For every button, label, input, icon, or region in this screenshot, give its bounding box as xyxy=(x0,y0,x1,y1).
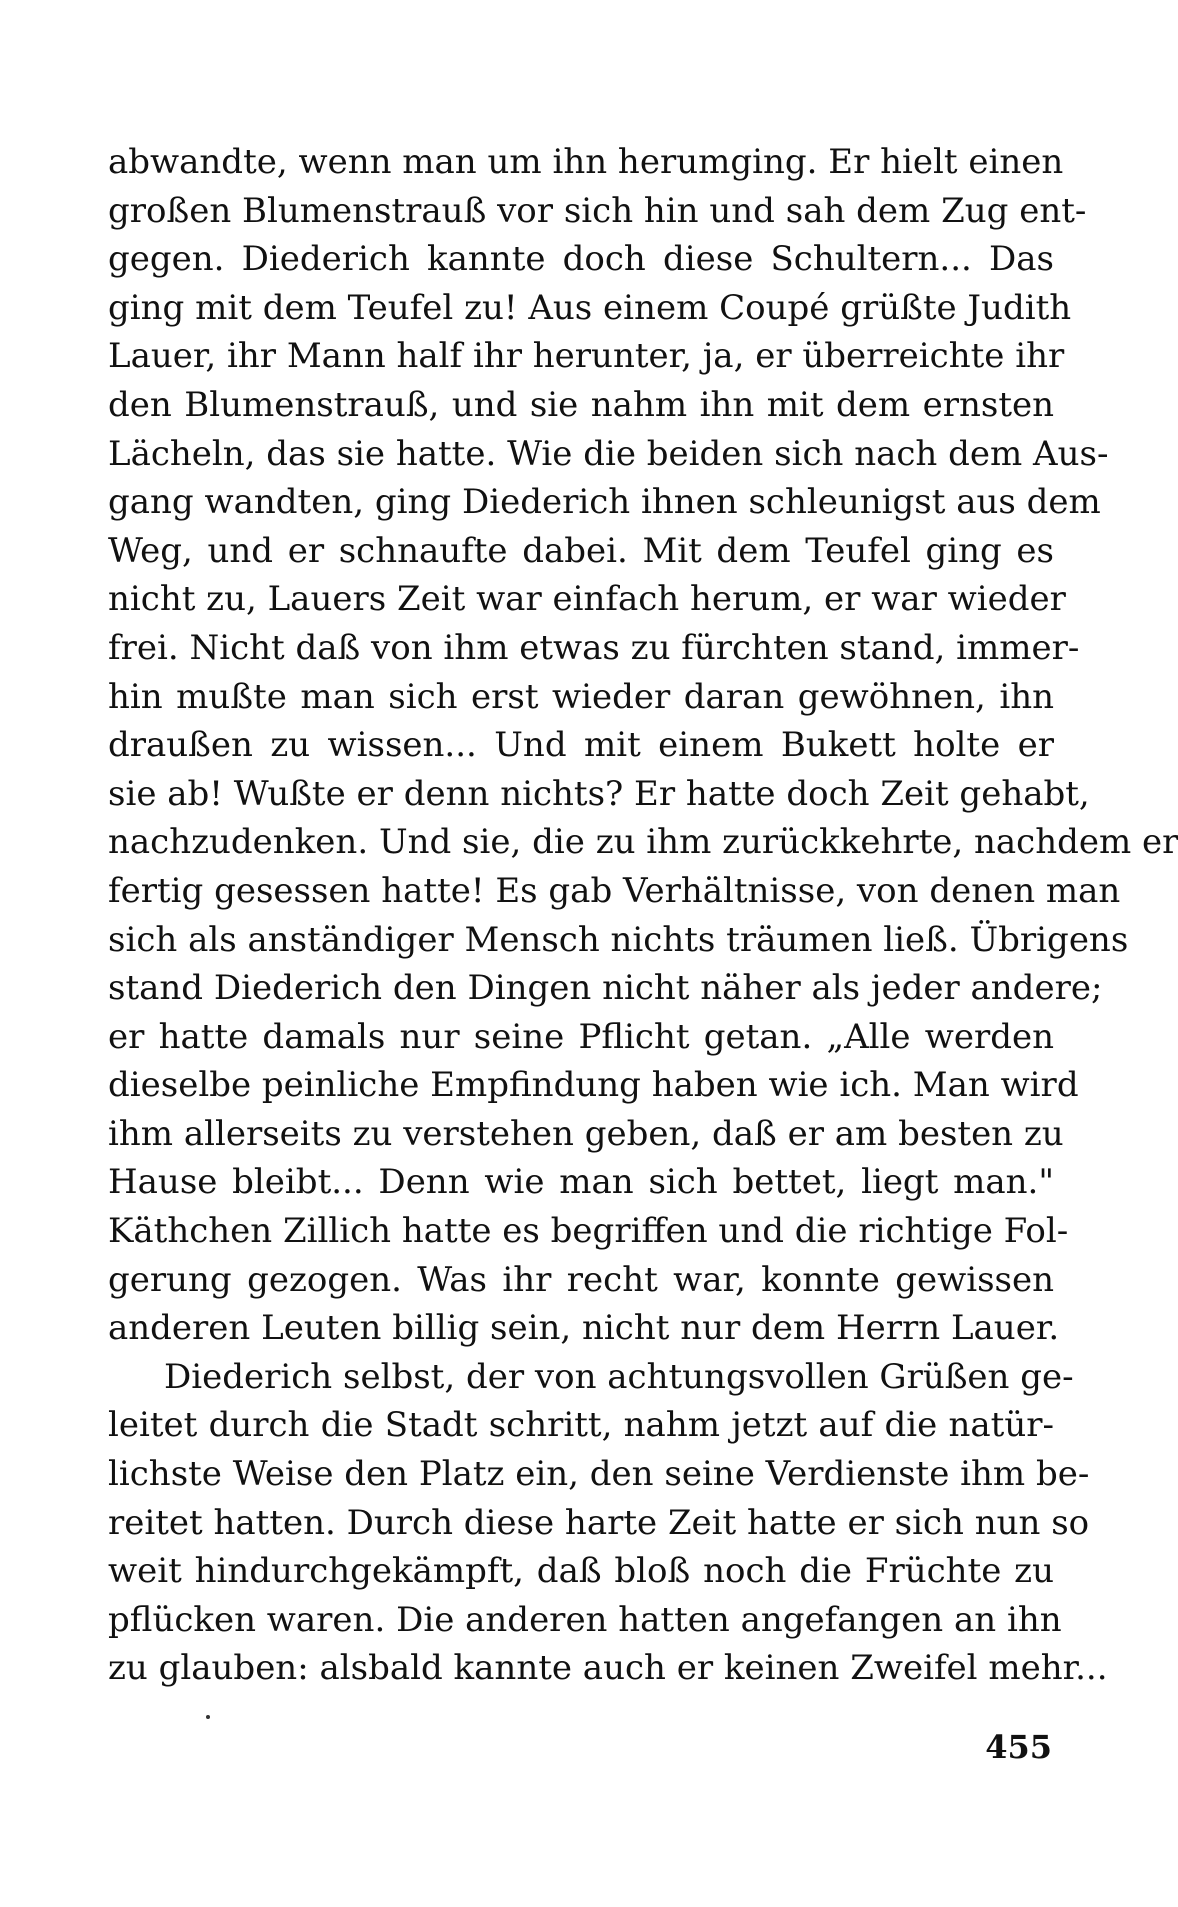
text-line: ging mit dem Teufel zu! Aus einem Coupé grüßte Judith xyxy=(108,287,1072,328)
text-line: lichste Weise den Platz ein, den seine Verdienste ihm be- xyxy=(108,1454,1090,1495)
text-line: weit hindurchgekämpft, daß bloß noch die Früchte zu xyxy=(108,1551,1054,1592)
text-line: abwandte, wenn man um ihn herumging. Er hielt einen xyxy=(108,142,1064,182)
text-line: zu glauben: alsbald kannte auch er keinen Zweifel mehr... xyxy=(108,1648,1108,1689)
text-line: Hause bleibt... Denn wie man sich bettet, liegt man." xyxy=(108,1162,1054,1203)
text-line: nicht zu, Lauers Zeit war einfach herum, er war wieder xyxy=(108,579,1066,620)
text-line: stand Diederich den Dingen nicht näher als jeder andere; xyxy=(108,968,1103,1009)
text-line: gerung gezogen. Was ihr recht war, konnte gewissen xyxy=(108,1259,1054,1300)
text-line: pflücken waren. Die anderen hatten angefangen an ihn xyxy=(108,1599,1062,1640)
text-line: dieselbe peinliche Empfindung haben wie ich. Man wird xyxy=(108,1065,1079,1106)
text-line: Weg, und er schnaufte dabei. Mit dem Teufel ging es xyxy=(108,530,1054,571)
text-line: großen Blumenstrauß vor sich hin und sah dem Zug ent- xyxy=(108,190,1087,231)
text-line: sie ab! Wußte er denn nichts? Er hatte doch Zeit gehabt, xyxy=(108,773,1090,814)
text-line: nachzudenken. Und sie, die zu ihm zurückkehrte, nachdem er xyxy=(108,822,1178,863)
text-line: anderen Leuten billig sein, nicht nur dem Herrn Lauer. xyxy=(108,1308,1060,1349)
text-line: frei. Nicht daß von ihm etwas zu fürchten stand, immer- xyxy=(108,627,1080,668)
page-number: 455 xyxy=(985,1728,1052,1766)
text-line: reitet hatten. Durch diese harte Zeit hatte er sich nun so xyxy=(108,1502,1090,1543)
text-line: hin mußte man sich erst wieder daran gewöhnen, ihn xyxy=(108,676,1054,717)
text-line: sich als anständiger Mensch nichts träumen ließ. Übrigens xyxy=(108,919,1129,960)
text-line: er hatte damals nur seine Pflicht getan. „Alle werden xyxy=(108,1016,1054,1057)
text-line: Lächeln, das sie hatte. Wie die beiden sich nach dem Aus- xyxy=(108,433,1109,474)
text-line: Lauer, ihr Mann half ihr herunter, ja, er überreichte ihr xyxy=(108,336,1065,377)
print-speck xyxy=(206,1715,210,1719)
text-line: Käthchen Zillich hatte es begriffen und die richtige Fol- xyxy=(108,1211,1069,1252)
text-line: den Blumenstrauß, und sie nahm ihn mit dem ernsten xyxy=(108,384,1054,425)
text-line: gang wandten, ging Diederich ihnen schleunigst aus dem xyxy=(108,482,1101,523)
text-line: leitet durch die Stadt schritt, nahm jetzt auf die natür- xyxy=(108,1405,1054,1446)
text-line: draußen zu wissen... Und mit einem Bukett holte er xyxy=(108,725,1054,766)
text-line: Diederich selbst, der von achtungsvollen Grüßen ge- xyxy=(164,1356,1074,1397)
body-text xyxy=(108,138,1178,1693)
text-line: ihm allerseits zu verstehen geben, daß er am besten zu xyxy=(108,1113,1064,1154)
text-line: gegen. Diederich kannte doch diese Schultern... Das xyxy=(108,239,1054,280)
text-line: fertig gesessen hatte! Es gab Verhältnisse, von denen man xyxy=(108,870,1121,911)
